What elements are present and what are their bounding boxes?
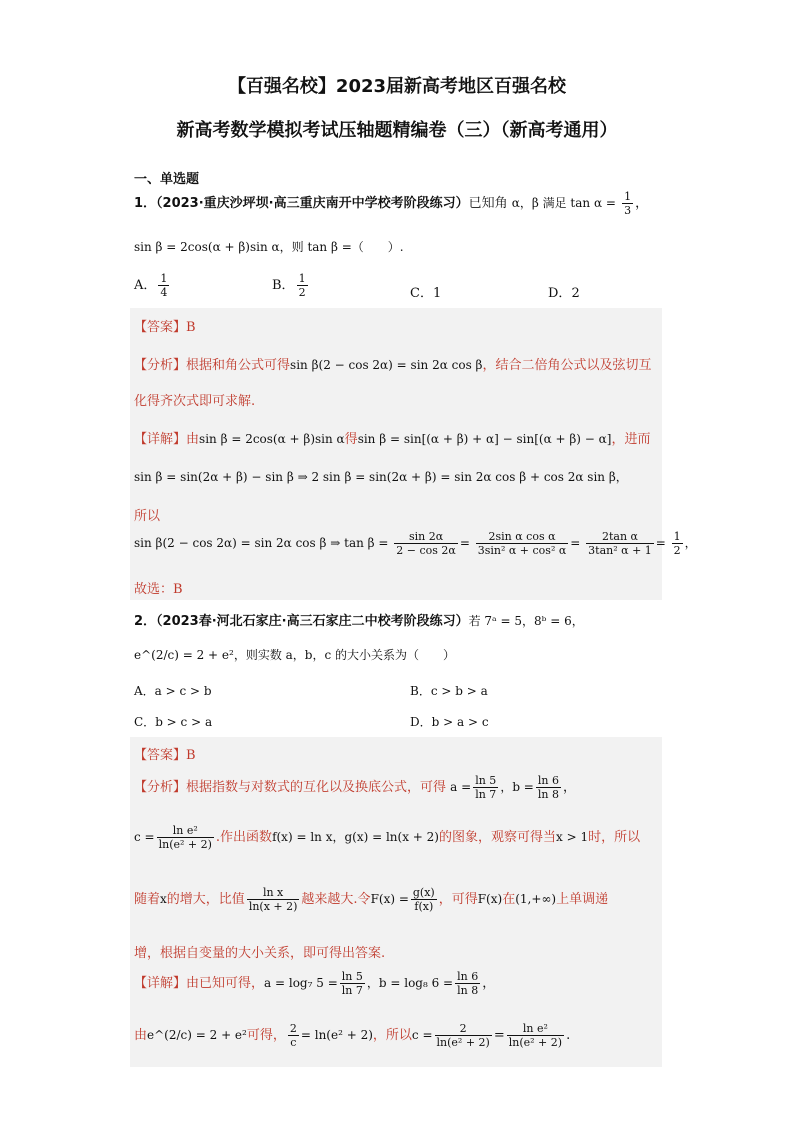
document-title: 【百强名校】2023届新高考地区百强名校 (227, 76, 567, 97)
q1-option-b: B． $\frac{1}{2}$ (272, 272, 306, 299)
q1-detail-line5: 故选：B (134, 582, 183, 597)
q2-analysis-line2: c = $\frac{\text{ln e²}}{\text{ln(e² + 2)}}$ .作出函数f(x) = ln x，g(x) = ln(x + 2)的图象，观察可得当x > 1时，所以 (134, 824, 641, 851)
q2-detail-line2: 由e^(2/c) = 2 + e²可得， $\frac{2}{c}$ = ln(e² + 2)，所以c = $\frac{2}{\text{ln(e² + 2)}}$ = $\frac{\text{ln e²}}{\text{ln(e² + 2)}}$ . (134, 1022, 571, 1049)
q2-stem-line2: e^(2/c) = 2 + e²，则实数 a，b，c 的大小关系为（ ） (134, 648, 456, 662)
q1-detail-line1: 【详解】由sin β = 2cos(α + β)sin α得sin β = sin[(α + β) + α] − sin[(α + β) − α]，进而 (134, 432, 651, 447)
q2-detail-line1: 【详解】由已知可得，a = log₇ 5 = $\frac{\ln 5}{\ln 7}$ ，b = log₈ 6 = $\frac{\ln 6}{\ln 8}$ ， (134, 970, 496, 997)
q1-detail-line4: sin β(2 − cos 2α) = sin 2α cos β ⇒ tan β = $\frac{\sin 2\alpha}{2 - \cos 2\alpha}$ = $\frac{\text{2sin α cos α}}{\text{3sin² α + cos² α}}$ = $\frac{\text{2tan α}}{\text{3tan² α + 1}}$ = $\frac{1}{2}$ ， (134, 530, 697, 557)
q1-analysis-line1: 【分析】根据和角公式可得sin β(2 − cos 2α) = sin 2α cos β，结合二倍角公式以及弦切互 (134, 358, 652, 373)
q2-source: （2023春·河北石家庄·高三石家庄二中校考阶段练习） (156, 614, 469, 629)
q1-answer: 【答案】B (134, 320, 196, 335)
q1-detail-line3: 所以 (134, 509, 161, 524)
q2-analysis-line1: 【分析】根据指数与对数式的互化以及换底公式，可得 a = $\frac{\ln 5}{\ln 7}$ ，b = $\frac{\ln 6}{\ln 8}$ ， (134, 774, 576, 801)
q2-analysis-line4: 增，根据自变量的大小关系，即可得出答案. (134, 946, 386, 961)
q1-option-c: C．1 (410, 286, 442, 301)
q1-stem-line2: sin β = 2cos(α + β)sin α，则 tan β =（ ）. (134, 240, 404, 254)
q1-source: （2023·重庆沙坪坝·高三重庆南开中学校考阶段练习） (156, 196, 469, 211)
q1-option-a: A． $\frac{1}{4}$ (134, 272, 168, 299)
q1-detail-line2: sin β = sin(2α + β) − sin β ⇒ 2 sin β = sin(2α + β) = sin 2α cos β + cos 2α sin β， (134, 470, 628, 484)
q2-analysis-line3: 随着x的增大，比值 $\frac{\text{ln x}}{\ln(x + 2)}$ 越来越大.令F(x) = $\frac{g(x)}{f(x)}$ ，可得F(x)在(1,+∞)上单调递 (134, 886, 609, 913)
q2-option-b: B．c > b > a (410, 684, 488, 698)
q2-answer: 【答案】B (134, 748, 196, 763)
q2-option-c: C．b > c > a (134, 715, 213, 729)
document-subtitle: 新高考数学模拟考试压轴题精编卷（三）（新高考通用） (176, 120, 618, 141)
section-heading: 一、单选题 (134, 172, 200, 187)
q1-option-d: D．2 (548, 286, 580, 301)
q2-option-d: D．b > a > c (410, 715, 489, 729)
q2-option-a: A．a > c > b (134, 684, 212, 698)
q1-analysis-line2: 化得齐次式即可求解. (134, 394, 256, 409)
q1-stem-line1: 1．（2023·重庆沙坪坝·高三重庆南开中学校考阶段练习）已知角 α，β 满足 tan α = $\frac{1}{3}$ ， (134, 190, 649, 217)
q2-stem-line1: 2．（2023春·河北石家庄·高三石家庄二中校考阶段练习）若 7ᵃ = 5，8ᵇ = 6， (134, 614, 584, 629)
